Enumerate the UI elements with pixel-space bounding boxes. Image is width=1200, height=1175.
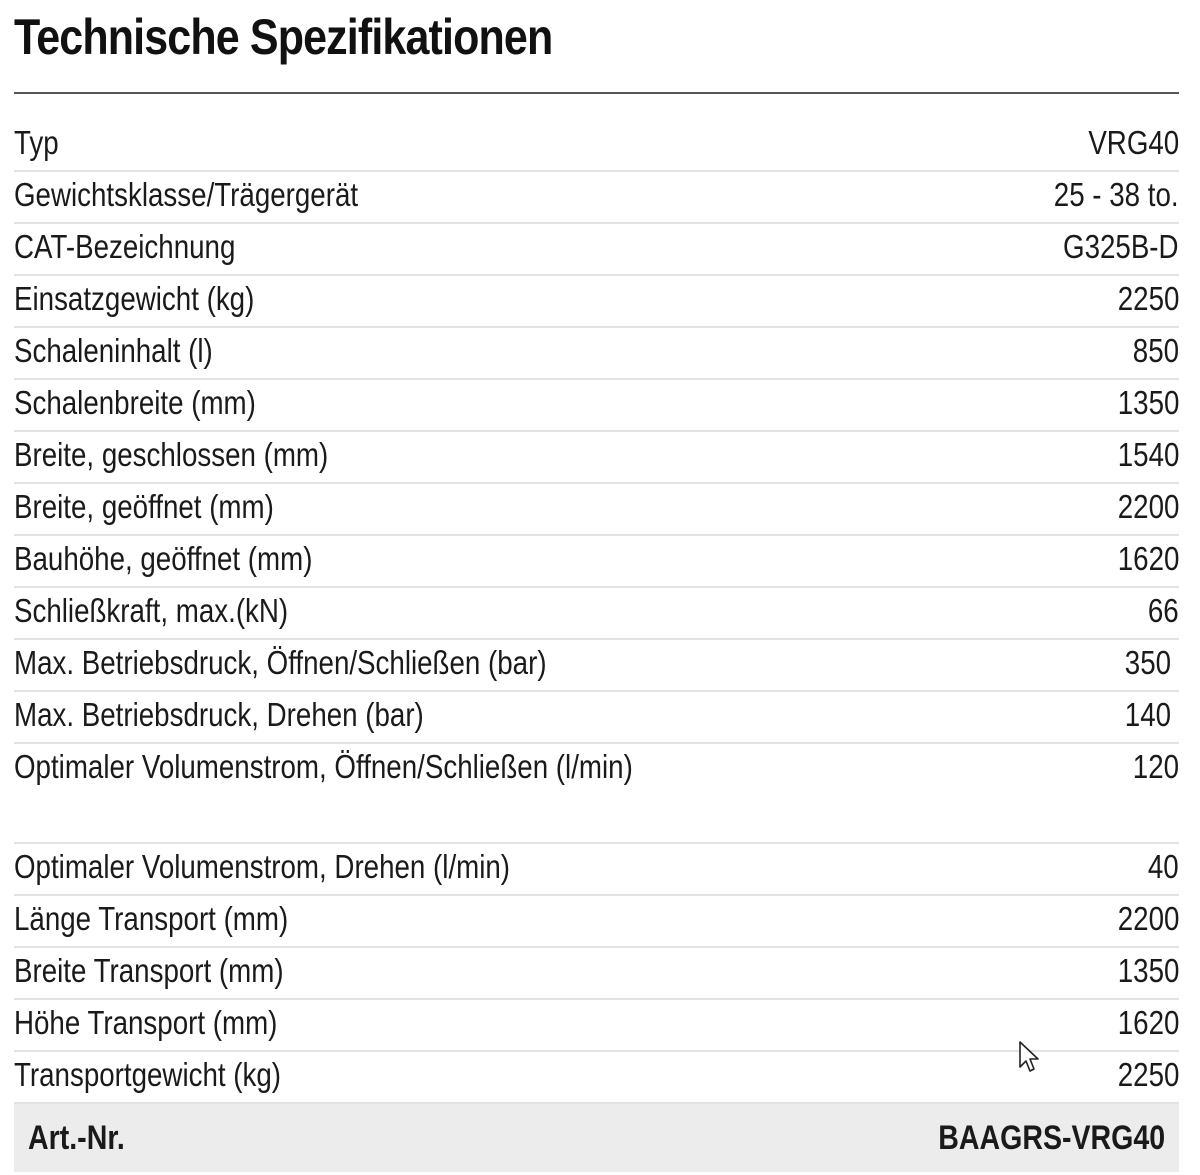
spec-label: Breite, geschlossen (mm) [14,431,874,483]
spec-label: Breite, geöffnet (mm) [14,483,874,535]
spec-label: Gewichtsklasse/Trägergerät [14,171,874,223]
spec-value: 66 [874,587,1179,639]
article-number-label: Art.-Nr. [14,1103,874,1172]
spec-value: 120 [874,743,1179,843]
spec-value: 140 [874,691,1179,743]
spec-value: 40 [874,843,1179,895]
spec-label: Einsatzgewicht (kg) [14,275,874,327]
title-divider [14,92,1179,94]
spec-label: Breite Transport (mm) [14,947,874,999]
spec-label: Optimaler Volumenstrom, Drehen (l/min) [14,843,874,895]
table-row [14,639,1179,691]
spec-label: Höhe Transport (mm) [14,999,874,1051]
spec-value: 2200 [874,483,1179,535]
spec-label: Max. Betriebsdruck, Öffnen/Schließen (bar) [14,639,874,691]
spec-value: 350 [874,639,1179,691]
spec-value: 2250 [874,1051,1179,1103]
spec-value: 2200 [874,895,1179,947]
spec-value: 1350 [874,379,1179,431]
article-number-value: BAAGRS-VRG40 [874,1103,1179,1172]
spec-label: Schließkraft, max.(kN) [14,587,874,639]
table-row [14,379,1179,431]
table-row [14,120,1179,171]
spec-label: Schalenbreite (mm) [14,379,874,431]
table-row [14,483,1179,535]
table-row [14,431,1179,483]
spec-label: Max. Betriebsdruck, Drehen (bar) [14,691,874,743]
table-row [14,275,1179,327]
spec-table [14,120,1179,1172]
spec-label: CAT-Bezeichnung [14,223,874,275]
table-row [14,947,1179,999]
table-row [14,895,1179,947]
table-row [14,171,1179,223]
spec-value: 1540 [874,431,1179,483]
spec-value: 1620 [874,535,1179,587]
spec-label: Typ [14,120,874,171]
page-title: Technische Spezifikationen [14,9,553,65]
spec-value: G325B-D [874,223,1179,275]
spec-value: 1350 [874,947,1179,999]
table-row [14,327,1179,379]
spec-label: Länge Transport (mm) [14,895,874,947]
spec-label: Optimaler Volumenstrom, Öffnen/Schließen (l/min) [14,743,874,843]
article-number-row [14,1103,1179,1172]
mouse-pointer-icon [1018,1040,1040,1074]
table-row [14,843,1179,895]
table-row [14,535,1179,587]
spec-label: Schaleninhalt (l) [14,327,874,379]
spec-value: 850 [874,327,1179,379]
spec-value: 1620 [874,999,1179,1051]
spec-label: Bauhöhe, geöffnet (mm) [14,535,874,587]
table-row [14,999,1179,1051]
table-row [14,223,1179,275]
table-row [14,691,1179,743]
table-row [14,743,1179,843]
spec-value: 2250 [874,275,1179,327]
spec-value: VRG40 [874,120,1179,171]
table-row [14,587,1179,639]
table-row [14,1051,1179,1103]
spec-label: Transportgewicht (kg) [14,1051,874,1103]
spec-value: 25 - 38 to. [874,171,1179,223]
